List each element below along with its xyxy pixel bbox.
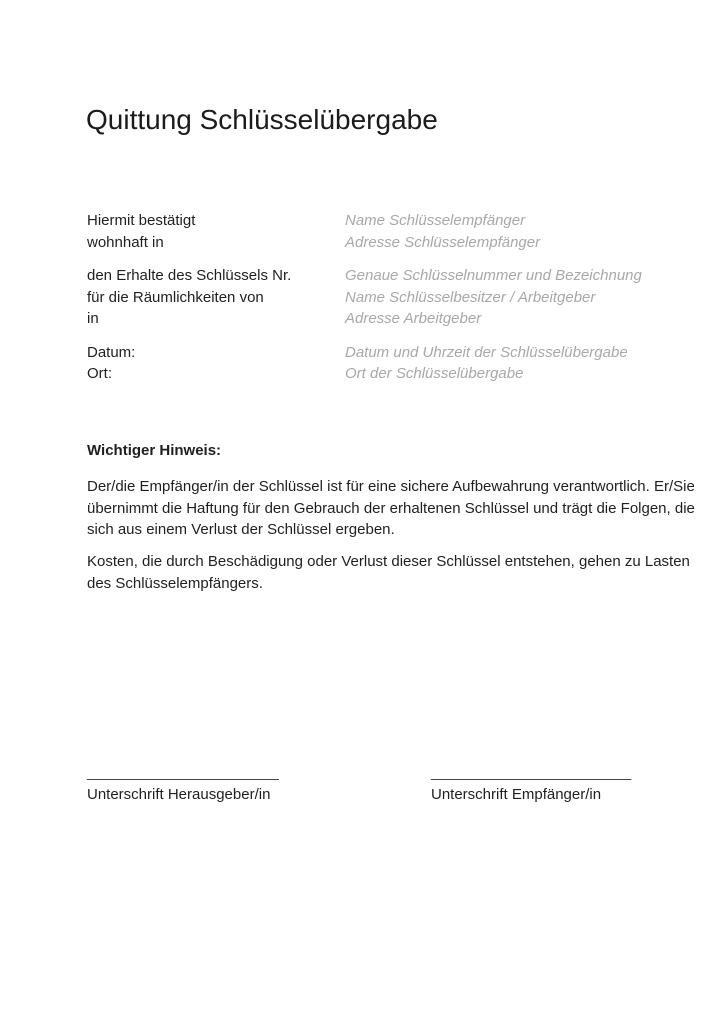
field-row-date bbox=[87, 342, 664, 364]
field-label-resident-in: wohnhaft in bbox=[87, 233, 164, 251]
issuer-signature-label: Unterschrift Herausgeber/in bbox=[87, 785, 271, 803]
document-title: Quittung Schlüsselübergabe bbox=[86, 103, 438, 135]
recipient-signature-block bbox=[431, 762, 631, 805]
field-row-employer-address bbox=[87, 308, 664, 330]
field-placeholder-recipient-address[interactable]: Adresse Schlüsselempfänger bbox=[345, 233, 541, 251]
field-label-key-number: den Erhalte des Schlüssels Nr. bbox=[87, 267, 292, 284]
form-fields-section bbox=[87, 210, 664, 397]
date-place-field-group bbox=[87, 342, 664, 385]
field-placeholder-owner-name[interactable]: Name Schlüsselbesitzer / Arbeitgeber bbox=[345, 288, 596, 306]
costs-paragraph bbox=[87, 551, 690, 594]
field-label-premises-of: für die Räumlichkeiten von bbox=[87, 288, 264, 306]
field-row-premises-owner bbox=[87, 287, 664, 309]
issuer-signature-line: _______________________ bbox=[87, 764, 279, 781]
liability-paragraph-line-3: sich aus einem Verlust der Schlüssel ergeben. bbox=[87, 521, 395, 538]
field-placeholder-employer-address[interactable]: Adresse Arbeitgeber bbox=[345, 310, 482, 327]
key-details-field-group bbox=[87, 265, 664, 330]
field-placeholder-key-number[interactable]: Genaue Schlüsselnummer und Bezeichnung bbox=[345, 267, 642, 284]
costs-paragraph-line-1: Kosten, die durch Beschädigung oder Verlust dieser Schlüssel entstehen, gehen zu Lasten bbox=[87, 553, 690, 570]
liability-paragraph bbox=[87, 476, 695, 541]
field-placeholder-handover-datetime[interactable]: Datum und Uhrzeit der Schlüsselübergabe bbox=[345, 343, 628, 361]
important-notice-heading: Wichtiger Hinweis: bbox=[87, 442, 222, 459]
field-row-key-number bbox=[87, 265, 664, 287]
field-row-recipient-name bbox=[87, 210, 664, 232]
field-row-place bbox=[87, 363, 664, 385]
liability-paragraph-line-2: übernimmt die Haftung für den Gebrauch der erhaltenen Schlüssel und trägt die Folgen, die bbox=[87, 499, 695, 517]
recipient-signature-label: Unterschrift Empfänger/in bbox=[431, 785, 602, 803]
field-placeholder-recipient-name[interactable]: Name Schlüsselempfänger bbox=[345, 212, 526, 229]
recipient-field-group bbox=[87, 210, 664, 253]
liability-paragraph-line-1: Der/die Empfänger/in der Schlüssel ist für eine sichere Aufbewahrung verantwortlich. Er/Sie bbox=[87, 478, 695, 495]
issuer-signature-block bbox=[87, 762, 279, 805]
field-row-recipient-address bbox=[87, 232, 664, 254]
field-placeholder-handover-place[interactable]: Ort der Schlüsselübergabe bbox=[345, 365, 524, 382]
field-label-in: in bbox=[87, 310, 99, 327]
field-label-date: Datum: bbox=[87, 343, 136, 361]
costs-paragraph-line-2: des Schlüsselempfängers. bbox=[87, 574, 263, 592]
field-label-place: Ort: bbox=[87, 365, 112, 382]
recipient-signature-line: ________________________ bbox=[431, 764, 632, 781]
field-label-confirmed-by: Hiermit bestätigt bbox=[87, 212, 196, 229]
